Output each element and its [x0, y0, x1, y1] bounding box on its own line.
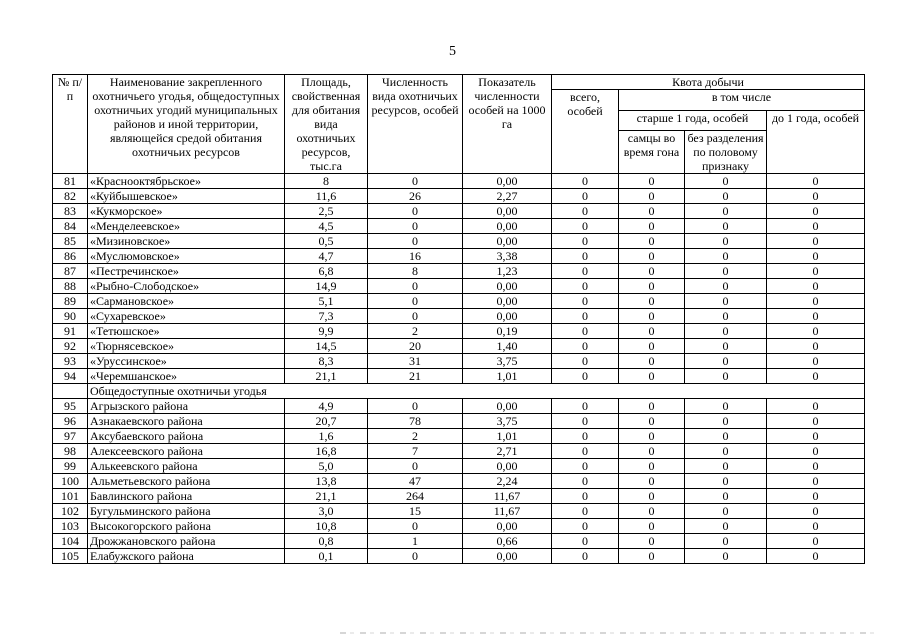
cell-males: 0	[619, 249, 685, 264]
header-total: всего, особей	[552, 90, 619, 174]
cell-males: 0	[619, 519, 685, 534]
cell-total: 0	[552, 459, 619, 474]
cell-num: 91	[53, 324, 88, 339]
header-name: Наименование закрепленного охотничьего угодья, общедоступных охотничьих угодий муниципальных районов и иной территории, являющейся средой обитания охотничьих ресурсов	[88, 75, 285, 174]
cell-males: 0	[619, 399, 685, 414]
cell-males: 0	[619, 534, 685, 549]
cell-young: 0	[767, 354, 865, 369]
cell-name: «Пестречинское»	[88, 264, 285, 279]
table-row	[53, 339, 865, 354]
table-row	[53, 309, 865, 324]
cell-count: 0	[368, 519, 463, 534]
cell-young: 0	[767, 264, 865, 279]
cell-total: 0	[552, 444, 619, 459]
cell-area: 0,8	[285, 534, 368, 549]
cell-area: 14,9	[285, 279, 368, 294]
cell-name: Дрожжановского района	[88, 534, 285, 549]
cell-density: 2,24	[463, 474, 552, 489]
cell-area: 13,8	[285, 474, 368, 489]
cell-area: 9,9	[285, 324, 368, 339]
cell-count: 0	[368, 204, 463, 219]
header-density: Показатель численности особей на 1000 га	[463, 75, 552, 174]
cell-young: 0	[767, 324, 865, 339]
quota-table	[52, 74, 865, 564]
section-num-cell	[53, 384, 88, 399]
cell-total: 0	[552, 294, 619, 309]
cell-nosex: 0	[685, 294, 767, 309]
table-row	[53, 264, 865, 279]
cell-density: 0,00	[463, 309, 552, 324]
cell-num: 85	[53, 234, 88, 249]
cell-nosex: 0	[685, 234, 767, 249]
table-row	[53, 549, 865, 564]
cell-count: 15	[368, 504, 463, 519]
cell-nosex: 0	[685, 474, 767, 489]
cell-young: 0	[767, 489, 865, 504]
cell-young: 0	[767, 189, 865, 204]
cell-total: 0	[552, 324, 619, 339]
cell-name: Алексеевского района	[88, 444, 285, 459]
cell-name: «Краснооктябрьское»	[88, 174, 285, 189]
cell-males: 0	[619, 369, 685, 384]
cell-num: 84	[53, 219, 88, 234]
cell-males: 0	[619, 549, 685, 564]
cell-young: 0	[767, 504, 865, 519]
table-row	[53, 504, 865, 519]
header-young: до 1 года, особей	[767, 110, 865, 174]
cell-density: 0,00	[463, 219, 552, 234]
cell-area: 5,0	[285, 459, 368, 474]
cell-males: 0	[619, 324, 685, 339]
cell-males: 0	[619, 234, 685, 249]
cell-num: 82	[53, 189, 88, 204]
cell-young: 0	[767, 519, 865, 534]
cell-males: 0	[619, 174, 685, 189]
cell-name: «Тетюшское»	[88, 324, 285, 339]
cell-young: 0	[767, 294, 865, 309]
cell-count: 31	[368, 354, 463, 369]
cell-males: 0	[619, 189, 685, 204]
cell-males: 0	[619, 414, 685, 429]
header-males: самцы во время гона	[619, 131, 685, 174]
header-nosex: без разделения по половому признаку	[685, 131, 767, 174]
table-row	[53, 489, 865, 504]
scan-artifact-line	[340, 632, 880, 634]
cell-count: 7	[368, 444, 463, 459]
cell-total: 0	[552, 549, 619, 564]
header-num: № п/п	[53, 75, 88, 174]
cell-total: 0	[552, 249, 619, 264]
cell-area: 4,5	[285, 219, 368, 234]
cell-total: 0	[552, 309, 619, 324]
cell-total: 0	[552, 369, 619, 384]
cell-count: 78	[368, 414, 463, 429]
cell-males: 0	[619, 309, 685, 324]
cell-males: 0	[619, 354, 685, 369]
cell-density: 0,00	[463, 399, 552, 414]
cell-density: 2,27	[463, 189, 552, 204]
cell-name: Альметьевского района	[88, 474, 285, 489]
cell-area: 4,9	[285, 399, 368, 414]
cell-nosex: 0	[685, 279, 767, 294]
cell-name: Агрызского района	[88, 399, 285, 414]
header-area: Площадь, свойственная для обитания вида охотничьих ресурсов, тыс.га	[285, 75, 368, 174]
table-body	[53, 174, 865, 564]
cell-num: 105	[53, 549, 88, 564]
table-row	[53, 324, 865, 339]
cell-area: 11,6	[285, 189, 368, 204]
cell-total: 0	[552, 399, 619, 414]
cell-nosex: 0	[685, 489, 767, 504]
cell-males: 0	[619, 474, 685, 489]
cell-num: 103	[53, 519, 88, 534]
cell-males: 0	[619, 444, 685, 459]
cell-nosex: 0	[685, 174, 767, 189]
table-row	[53, 189, 865, 204]
cell-area: 0,1	[285, 549, 368, 564]
cell-young: 0	[767, 369, 865, 384]
cell-area: 10,8	[285, 519, 368, 534]
cell-young: 0	[767, 429, 865, 444]
cell-nosex: 0	[685, 414, 767, 429]
cell-young: 0	[767, 444, 865, 459]
cell-name: «Рыбно-Слободское»	[88, 279, 285, 294]
table-row	[53, 354, 865, 369]
cell-density: 0,66	[463, 534, 552, 549]
cell-density: 0,00	[463, 174, 552, 189]
cell-total: 0	[552, 489, 619, 504]
cell-total: 0	[552, 519, 619, 534]
cell-density: 0,00	[463, 459, 552, 474]
cell-nosex: 0	[685, 444, 767, 459]
cell-count: 0	[368, 174, 463, 189]
cell-young: 0	[767, 279, 865, 294]
cell-num: 100	[53, 474, 88, 489]
cell-count: 47	[368, 474, 463, 489]
cell-young: 0	[767, 339, 865, 354]
cell-nosex: 0	[685, 549, 767, 564]
cell-num: 97	[53, 429, 88, 444]
cell-area: 2,5	[285, 204, 368, 219]
table-row	[53, 459, 865, 474]
table-row	[53, 279, 865, 294]
cell-area: 7,3	[285, 309, 368, 324]
cell-density: 11,67	[463, 489, 552, 504]
cell-young: 0	[767, 249, 865, 264]
cell-density: 0,00	[463, 549, 552, 564]
cell-name: Аксубаевского района	[88, 429, 285, 444]
cell-name: Высокогорского района	[88, 519, 285, 534]
cell-area: 1,6	[285, 429, 368, 444]
cell-young: 0	[767, 549, 865, 564]
cell-males: 0	[619, 429, 685, 444]
section-row	[53, 384, 865, 399]
table-row	[53, 414, 865, 429]
table-row	[53, 294, 865, 309]
cell-count: 264	[368, 489, 463, 504]
cell-name: «Тюрнясевское»	[88, 339, 285, 354]
table-row	[53, 234, 865, 249]
cell-young: 0	[767, 234, 865, 249]
cell-total: 0	[552, 504, 619, 519]
cell-num: 90	[53, 309, 88, 324]
cell-num: 96	[53, 414, 88, 429]
cell-nosex: 0	[685, 204, 767, 219]
cell-name: Азнакаевского района	[88, 414, 285, 429]
cell-males: 0	[619, 219, 685, 234]
table-row	[53, 399, 865, 414]
cell-name: Алькеевского района	[88, 459, 285, 474]
table-row	[53, 174, 865, 189]
cell-density: 1,23	[463, 264, 552, 279]
cell-count: 0	[368, 294, 463, 309]
cell-nosex: 0	[685, 459, 767, 474]
cell-area: 6,8	[285, 264, 368, 279]
cell-young: 0	[767, 474, 865, 489]
cell-nosex: 0	[685, 339, 767, 354]
cell-name: «Куйбышевское»	[88, 189, 285, 204]
cell-males: 0	[619, 339, 685, 354]
cell-young: 0	[767, 204, 865, 219]
cell-area: 8,3	[285, 354, 368, 369]
table-row	[53, 204, 865, 219]
cell-area: 21,1	[285, 369, 368, 384]
cell-nosex: 0	[685, 534, 767, 549]
cell-males: 0	[619, 459, 685, 474]
cell-area: 3,0	[285, 504, 368, 519]
cell-count: 0	[368, 279, 463, 294]
cell-name: «Черемшанское»	[88, 369, 285, 384]
cell-num: 99	[53, 459, 88, 474]
cell-name: «Уруссинское»	[88, 354, 285, 369]
cell-num: 104	[53, 534, 88, 549]
table-row	[53, 219, 865, 234]
cell-young: 0	[767, 309, 865, 324]
cell-name: «Менделеевское»	[88, 219, 285, 234]
table-row	[53, 534, 865, 549]
cell-area: 5,1	[285, 294, 368, 309]
cell-males: 0	[619, 489, 685, 504]
cell-density: 1,40	[463, 339, 552, 354]
cell-count: 0	[368, 234, 463, 249]
cell-nosex: 0	[685, 519, 767, 534]
cell-males: 0	[619, 264, 685, 279]
cell-nosex: 0	[685, 189, 767, 204]
cell-total: 0	[552, 204, 619, 219]
cell-area: 21,1	[285, 489, 368, 504]
cell-name: «Сухаревское»	[88, 309, 285, 324]
cell-count: 2	[368, 429, 463, 444]
cell-young: 0	[767, 414, 865, 429]
header-older: старше 1 года, особей	[619, 110, 767, 131]
table-row	[53, 444, 865, 459]
cell-num: 101	[53, 489, 88, 504]
cell-count: 0	[368, 219, 463, 234]
cell-density: 0,00	[463, 519, 552, 534]
table-row	[53, 474, 865, 489]
table-row	[53, 519, 865, 534]
cell-count: 0	[368, 399, 463, 414]
cell-density: 0,00	[463, 204, 552, 219]
cell-density: 1,01	[463, 369, 552, 384]
cell-total: 0	[552, 414, 619, 429]
cell-total: 0	[552, 234, 619, 249]
cell-num: 95	[53, 399, 88, 414]
cell-density: 0,00	[463, 234, 552, 249]
cell-area: 4,7	[285, 249, 368, 264]
cell-count: 16	[368, 249, 463, 264]
cell-num: 98	[53, 444, 88, 459]
cell-num: 94	[53, 369, 88, 384]
cell-area: 16,8	[285, 444, 368, 459]
cell-young: 0	[767, 534, 865, 549]
cell-count: 2	[368, 324, 463, 339]
cell-nosex: 0	[685, 504, 767, 519]
cell-density: 2,71	[463, 444, 552, 459]
cell-males: 0	[619, 204, 685, 219]
cell-total: 0	[552, 354, 619, 369]
cell-young: 0	[767, 399, 865, 414]
section-title: Общедоступные охотничьи угодья	[88, 384, 865, 399]
cell-total: 0	[552, 474, 619, 489]
cell-nosex: 0	[685, 429, 767, 444]
header-quota: Квота добычи	[552, 75, 865, 90]
table-row	[53, 249, 865, 264]
cell-name: Бавлинского района	[88, 489, 285, 504]
cell-count: 1	[368, 534, 463, 549]
cell-total: 0	[552, 174, 619, 189]
cell-num: 86	[53, 249, 88, 264]
cell-nosex: 0	[685, 399, 767, 414]
cell-density: 3,38	[463, 249, 552, 264]
cell-density: 3,75	[463, 414, 552, 429]
cell-num: 102	[53, 504, 88, 519]
cell-count: 8	[368, 264, 463, 279]
cell-males: 0	[619, 504, 685, 519]
header-including: в том числе	[619, 90, 865, 111]
table-row	[53, 429, 865, 444]
cell-males: 0	[619, 279, 685, 294]
cell-count: 0	[368, 459, 463, 474]
cell-total: 0	[552, 189, 619, 204]
cell-total: 0	[552, 279, 619, 294]
cell-total: 0	[552, 264, 619, 279]
cell-nosex: 0	[685, 264, 767, 279]
cell-young: 0	[767, 219, 865, 234]
cell-num: 88	[53, 279, 88, 294]
cell-density: 3,75	[463, 354, 552, 369]
cell-area: 8	[285, 174, 368, 189]
cell-nosex: 0	[685, 249, 767, 264]
cell-total: 0	[552, 429, 619, 444]
table-row	[53, 369, 865, 384]
cell-nosex: 0	[685, 369, 767, 384]
cell-nosex: 0	[685, 354, 767, 369]
cell-name: «Сармановское»	[88, 294, 285, 309]
cell-density: 11,67	[463, 504, 552, 519]
cell-name: Бугульминского района	[88, 504, 285, 519]
cell-area: 0,5	[285, 234, 368, 249]
cell-count: 20	[368, 339, 463, 354]
cell-males: 0	[619, 294, 685, 309]
table-header	[53, 75, 865, 174]
cell-num: 92	[53, 339, 88, 354]
cell-count: 21	[368, 369, 463, 384]
cell-num: 81	[53, 174, 88, 189]
cell-young: 0	[767, 174, 865, 189]
cell-num: 87	[53, 264, 88, 279]
cell-nosex: 0	[685, 324, 767, 339]
cell-density: 0,00	[463, 279, 552, 294]
cell-area: 20,7	[285, 414, 368, 429]
cell-density: 0,00	[463, 294, 552, 309]
cell-total: 0	[552, 534, 619, 549]
cell-density: 1,01	[463, 429, 552, 444]
cell-name: «Муслюмовское»	[88, 249, 285, 264]
cell-count: 0	[368, 549, 463, 564]
cell-num: 83	[53, 204, 88, 219]
header-count: Численность вида охотничьих ресурсов, особей	[368, 75, 463, 174]
cell-total: 0	[552, 219, 619, 234]
cell-nosex: 0	[685, 309, 767, 324]
cell-num: 93	[53, 354, 88, 369]
page-number: 5	[449, 44, 456, 59]
cell-name: Елабужского района	[88, 549, 285, 564]
cell-count: 0	[368, 309, 463, 324]
cell-name: «Кукморское»	[88, 204, 285, 219]
cell-density: 0,19	[463, 324, 552, 339]
cell-total: 0	[552, 339, 619, 354]
cell-nosex: 0	[685, 219, 767, 234]
cell-area: 14,5	[285, 339, 368, 354]
cell-name: «Мизиновское»	[88, 234, 285, 249]
cell-young: 0	[767, 459, 865, 474]
cell-count: 26	[368, 189, 463, 204]
cell-num: 89	[53, 294, 88, 309]
